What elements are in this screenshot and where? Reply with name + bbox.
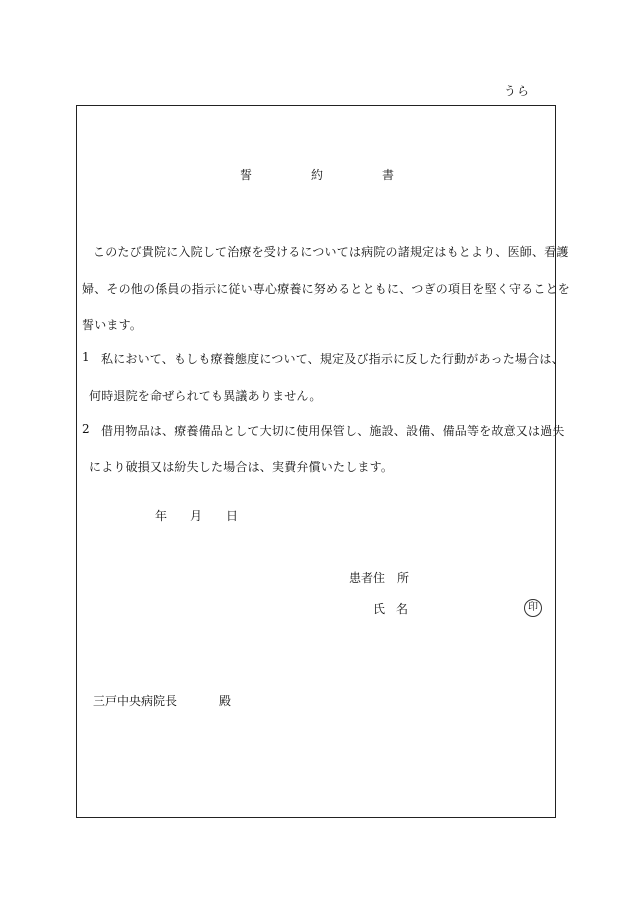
- pledge-line-3: 誓います。: [82, 318, 143, 332]
- item-2-line-2: により破損又は紛失した場合は、実費弁償いたします。: [89, 460, 394, 474]
- patient-address-label: 患者住 所: [349, 571, 410, 585]
- name-label-char-1: 氏: [373, 602, 386, 616]
- title-char-2: 約: [311, 168, 324, 182]
- item-1-line-2: 何時退院を命ぜられても異議ありません。: [89, 389, 322, 403]
- date-year-label: 年: [155, 509, 168, 523]
- item-2-line-1: 借用物品は、療養備品として大切に使用保管し、施設、設備、備品等を故意又は過失: [101, 424, 565, 438]
- seal-mark: 印: [524, 599, 542, 617]
- addressee-name: 三戸中央病院長: [93, 694, 178, 708]
- addressee-honorific: 殿: [219, 694, 232, 708]
- title-char-1: 誓: [240, 168, 253, 182]
- pledge-line-2: 婦、その他の係員の指示に従い専心療養に努めるとともに、つぎの項目を堅く守ることを: [82, 282, 571, 296]
- item-2-number: 2: [82, 422, 90, 436]
- date-month-label: 月: [190, 509, 203, 523]
- item-1-number: 1: [82, 350, 90, 364]
- title-char-3: 書: [382, 168, 395, 182]
- page-side-label: うら: [504, 84, 531, 98]
- item-1-line-1: 私において、もしも療養態度について、規定及び指示に反した行動があった場合は、: [101, 352, 564, 366]
- pledge-line-1: このたび貴院に入院して治療を受けるについては病院の諸規定はもとより、医師、看護: [93, 245, 569, 259]
- name-label-char-2: 名: [396, 602, 409, 616]
- date-day-label: 日: [226, 509, 239, 523]
